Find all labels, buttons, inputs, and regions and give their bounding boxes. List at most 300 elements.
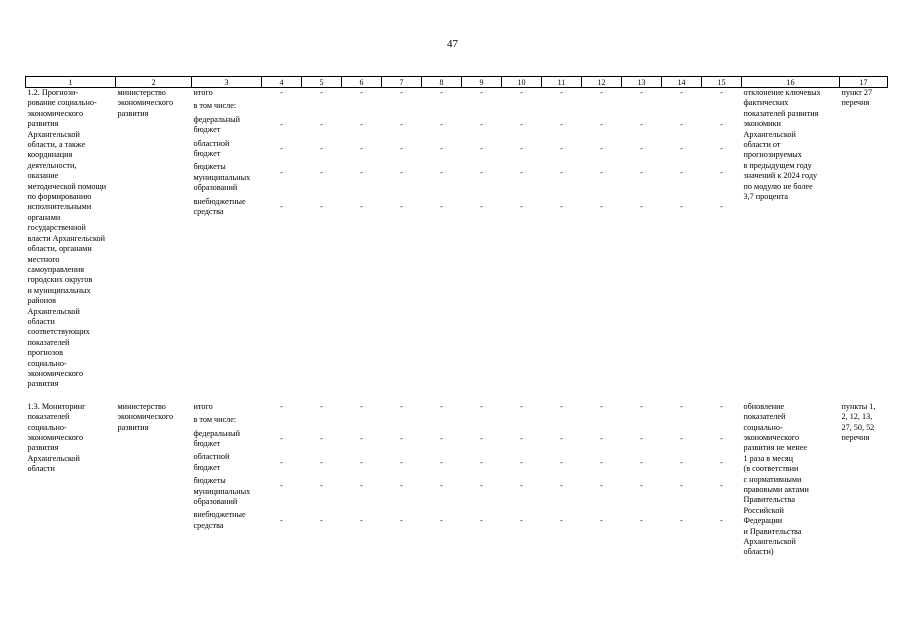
value-dash: - [400,143,403,153]
column-header-14: 14 [662,77,702,88]
value-dash: - [520,401,523,411]
activity-name-line: власти Архангельской [27,233,106,243]
value-column-11 [542,402,582,558]
responsible-executor-line: экономического [117,98,174,108]
value-dash: - [600,88,603,97]
value-dash: - [400,515,403,525]
value-dash: - [320,481,323,491]
funding-source-group [194,415,260,428]
value-dash: - [560,143,563,153]
value-dash: - [600,433,603,443]
target-indicator-line: по модулю не более [743,181,813,191]
target-indicator-line: 1 раза в месяц [743,453,793,463]
value-dash: - [600,515,603,525]
target-indicator-line: правовыми актами [743,485,809,495]
value-dash: - [320,201,323,211]
column-header-7: 7 [382,77,422,88]
value-dash: - [640,401,643,411]
funding-source-line: в том числе: [193,415,237,425]
value-dash: - [480,88,483,97]
value-dash: - [720,119,723,129]
activity-name-line: области [27,316,55,326]
activity-name-line: области, а также [27,140,86,150]
list-reference-line: пункт 27 [841,88,873,97]
column-header-16: 16 [742,77,840,88]
column-header-4: 4 [262,77,302,88]
value-empty [584,101,620,114]
list-reference-line: 2, 12, 13, [841,412,873,422]
value-empty [264,415,300,428]
column-header-2: 2 [116,77,192,88]
list-reference-line: пункты 1, [841,401,876,411]
value-dash: - [520,481,523,491]
value-dash: - [640,88,643,97]
value-dash: - [320,457,323,467]
value-dash: - [320,167,323,177]
value-column-14 [662,402,702,558]
value-dash: - [320,433,323,443]
value-dash: - [640,119,643,129]
column-header-1: 1 [26,77,116,88]
value-column-6 [342,88,382,390]
column-header-13: 13 [622,77,662,88]
value-dash: - [560,119,563,129]
value-empty [704,415,740,428]
column-header-6: 6 [342,77,382,88]
value-dash: - [280,143,283,153]
value-dash: - [360,201,363,211]
funding-source-line: бюджет [193,148,221,158]
target-indicator-line: Федерации [743,516,783,526]
value-empty [424,415,460,428]
value-dash: - [680,481,683,491]
value-dash: - [480,481,483,491]
activity-name-line: показателей [27,412,70,422]
value-dash: - [280,457,283,467]
funding-source-group [194,402,260,415]
value-dash: - [280,515,283,525]
value-empty [384,101,420,114]
value-empty [624,101,660,114]
value-column-15 [702,402,742,558]
activity-name-line: экономического [27,108,84,118]
activity-name-line: государственной [27,223,86,233]
column-header-5: 5 [302,77,342,88]
activity-name-line: органами [27,212,61,222]
list-reference-line: перечня [841,433,870,442]
value-dash: - [320,401,323,411]
table-row [26,88,888,390]
value-dash: - [520,433,523,443]
value-dash: - [400,401,403,411]
header-row [26,77,888,88]
value-dash: - [520,457,523,467]
value-dash: - [280,167,283,177]
target-indicator-line: фактических [743,98,789,108]
value-dash: - [640,167,643,177]
funding-source-line: образований [193,183,238,193]
value-dash: - [720,143,723,153]
column-header-9: 9 [462,77,502,88]
funding-source-line: внебюджетные [193,196,246,206]
target-indicator-line: 3,7 процента [743,192,789,202]
activity-name-line: социально- [27,358,67,368]
value-empty [584,415,620,428]
value-column-6 [342,402,382,558]
target-indicator-line: значений к 2024 году [743,171,818,181]
funding-source-line: муниципальных [193,172,251,182]
value-dash: - [680,201,683,211]
value-dash: - [720,457,723,467]
value-dash: - [720,401,723,411]
value-dash: - [640,201,643,211]
activity-name-line: соответствующих [27,327,90,337]
funding-source-group [194,88,260,101]
activity-name [26,88,116,390]
value-dash: - [400,119,403,129]
row-spacer [26,390,888,402]
value-dash: - [600,167,603,177]
funding-source-line: бюджет [193,125,221,135]
activity-name-line: развития [27,379,59,389]
column-header-8: 8 [422,77,462,88]
funding-source-group [194,115,260,139]
value-dash: - [640,143,643,153]
value-dash: - [640,481,643,491]
value-dash: - [280,88,283,97]
value-dash: - [520,119,523,129]
funding-source-group [194,429,260,453]
activity-name-line: оказание [27,171,59,181]
value-dash: - [480,515,483,525]
value-column-10 [502,88,542,390]
column-header-12: 12 [582,77,622,88]
value-column-7 [382,402,422,558]
activity-name-line: социально- [27,422,67,432]
value-dash: - [280,201,283,211]
value-column-9 [462,402,502,558]
column-header-10: 10 [502,77,542,88]
value-dash: - [480,167,483,177]
value-dash: - [440,143,443,153]
budget-table [25,76,888,558]
value-dash: - [520,515,523,525]
value-empty [664,101,700,114]
funding-source-group [194,476,260,510]
funding-source-line: средства [193,206,224,216]
value-dash: - [680,167,683,177]
value-empty [264,101,300,114]
value-dash: - [360,481,363,491]
target-indicator-line: области от [743,140,781,150]
funding-source-line: бюджет [193,462,221,472]
activity-name-line: самоуправления [27,264,85,274]
value-dash: - [440,457,443,467]
value-dash: - [320,515,323,525]
funding-source-line: образований [193,496,238,506]
activity-name-line: прогнозов [27,348,64,358]
value-column-11 [542,88,582,390]
target-indicator [742,402,840,558]
column-header-11: 11 [542,77,582,88]
value-dash: - [400,433,403,443]
value-dash: - [360,88,363,97]
responsible-executor [116,402,192,558]
funding-source-group [194,510,260,534]
target-indicator-line: Архангельской [743,537,796,547]
funding-source-line: средства [193,520,224,530]
value-dash: - [360,515,363,525]
page-number: 47 [447,38,458,50]
funding-source-group [194,197,260,221]
funding-source-group [194,452,260,476]
activity-name-line: Архангельской [27,306,80,316]
activity-name-line: экономического [27,368,84,378]
list-reference-line: 27, 50, 52 [841,422,875,432]
value-dash: - [560,481,563,491]
activity-name [26,402,116,558]
target-indicator-line: в предыдущем году [743,160,812,170]
value-dash: - [440,119,443,129]
value-dash: - [400,167,403,177]
value-empty [504,415,540,428]
target-indicator-line: Правительства [743,495,796,505]
value-empty [344,101,380,114]
value-dash: - [560,401,563,411]
target-indicator-line: Архангельской [743,129,796,139]
value-dash: - [680,401,683,411]
value-dash: - [480,201,483,211]
activity-name-line: исполнительными [27,202,92,212]
value-dash: - [400,88,403,97]
value-empty [664,415,700,428]
activity-name-line: городских округов [27,275,93,285]
responsible-executor-line: развития [117,422,149,432]
table-row [26,402,888,558]
value-dash: - [360,457,363,467]
activity-name-line: рование социально- [27,98,97,108]
value-dash: - [560,515,563,525]
value-dash: - [360,119,363,129]
value-dash: - [480,457,483,467]
value-dash: - [600,401,603,411]
responsible-executor-line: министерство [117,88,166,97]
funding-source [192,88,262,390]
value-dash: - [440,201,443,211]
column-header-3: 3 [192,77,262,88]
target-indicator-line: (в соответствии [743,464,799,474]
activity-name-line: местного [27,254,60,264]
activity-name-line: Архангельской [27,453,80,463]
target-indicator-line: Российской [743,505,784,515]
value-dash: - [360,401,363,411]
list-reference-line: перечня [841,98,870,108]
value-column-4 [262,402,302,558]
target-indicator-line: прогнозируемых [743,150,802,160]
value-dash: - [520,201,523,211]
target-indicator-line: развития не менее [743,443,808,453]
value-dash: - [280,481,283,491]
value-dash: - [600,143,603,153]
responsible-executor [116,88,192,390]
funding-source-line: итого [193,88,213,97]
value-dash: - [480,119,483,129]
value-dash: - [520,88,523,97]
value-dash: - [400,457,403,467]
value-dash: - [600,119,603,129]
value-empty [384,415,420,428]
value-column-10 [502,402,542,558]
value-dash: - [440,401,443,411]
value-dash: - [480,143,483,153]
value-dash: - [640,515,643,525]
value-column-12 [582,402,622,558]
value-dash: - [280,433,283,443]
value-dash: - [400,481,403,491]
value-dash: - [600,481,603,491]
funding-source-line: областной [193,452,230,462]
value-dash: - [360,433,363,443]
value-dash: - [440,167,443,177]
activity-name-line: 1.3. Мониторинг [27,401,86,411]
value-dash: - [720,515,723,525]
target-indicator-line: отклонение ключевых [743,88,821,97]
value-dash: - [320,88,323,97]
funding-source-group [194,162,260,196]
value-dash: - [720,167,723,177]
value-empty [624,415,660,428]
value-dash: - [480,433,483,443]
activity-name-line: районов [27,296,57,306]
value-dash: - [560,433,563,443]
funding-source-group [194,101,260,114]
value-dash: - [320,143,323,153]
value-dash: - [680,515,683,525]
value-dash: - [280,119,283,129]
activity-name-line: Архангельской [27,129,80,139]
target-indicator-line: показателей [743,412,786,422]
activity-name-line: методической помощи [27,181,107,191]
target-indicator-line: экономического [743,433,800,442]
activity-name-line: области, органами [27,244,92,254]
value-dash: - [640,433,643,443]
funding-source-group [194,139,260,163]
value-column-12 [582,88,622,390]
value-empty [304,101,340,114]
value-empty [544,101,580,114]
value-column-5 [302,402,342,558]
value-dash: - [720,201,723,211]
activity-name-line: экономического [27,433,84,442]
value-column-13 [622,402,662,558]
value-dash: - [480,401,483,411]
funding-source-line: муниципальных [193,486,251,496]
column-header-17: 17 [840,77,888,88]
value-dash: - [680,88,683,97]
value-column-13 [622,88,662,390]
target-indicator [742,88,840,390]
value-dash: - [440,515,443,525]
value-dash: - [680,433,683,443]
target-indicator-line: экономики [743,119,781,129]
value-dash: - [560,457,563,467]
value-column-8 [422,402,462,558]
value-column-7 [382,88,422,390]
value-dash: - [720,481,723,491]
funding-source-line: бюджеты [193,162,226,172]
target-indicator-line: и Правительства [743,526,802,536]
activity-name-line: деятельности, [27,160,77,170]
list-reference [840,88,888,390]
responsible-executor-line: министерство [117,401,166,411]
activity-name-line: и муниципальных [27,285,91,295]
value-empty [544,415,580,428]
value-dash: - [360,167,363,177]
value-dash: - [680,143,683,153]
value-empty [464,101,500,114]
value-dash: - [400,201,403,211]
target-indicator-line: с нормативными [743,474,802,484]
value-dash: - [560,167,563,177]
value-empty [504,101,540,114]
value-empty [704,101,740,114]
responsible-executor-line: развития [117,108,149,118]
value-dash: - [720,433,723,443]
activity-name-line: по формированию [27,192,92,202]
activity-name-line: области [27,464,55,474]
target-indicator-line: показателей развития [743,108,819,118]
value-dash: - [440,88,443,97]
value-dash: - [280,401,283,411]
activity-name-line: координация [27,150,73,160]
value-dash: - [560,201,563,211]
activity-name-line: показателей [27,337,70,347]
list-reference [840,402,888,558]
value-empty [424,101,460,114]
target-indicator-line: обновление [743,401,785,411]
value-dash: - [320,119,323,129]
funding-source [192,402,262,558]
funding-source-line: внебюджетные [193,510,246,520]
value-column-14 [662,88,702,390]
value-empty [304,415,340,428]
value-dash: - [680,457,683,467]
funding-source-line: федеральный [193,114,241,124]
value-dash: - [440,433,443,443]
value-dash: - [520,143,523,153]
activity-name-line: развития [27,443,59,453]
value-empty [344,415,380,428]
responsible-executor-line: экономического [117,412,174,422]
value-column-5 [302,88,342,390]
activity-name-line: 1.2. Прогнози- [27,88,79,97]
value-dash: - [640,457,643,467]
target-indicator-line: социально- [743,422,783,432]
value-dash: - [560,88,563,97]
value-dash: - [360,143,363,153]
value-dash: - [600,457,603,467]
funding-source-line: бюджет [193,438,221,448]
value-column-15 [702,88,742,390]
value-column-9 [462,88,502,390]
funding-source-line: в том числе: [193,101,237,111]
value-empty [464,415,500,428]
value-column-4 [262,88,302,390]
value-dash: - [440,481,443,491]
funding-source-line: федеральный [193,428,241,438]
funding-source-line: итого [193,401,213,411]
activity-name-line: развития [27,119,59,129]
